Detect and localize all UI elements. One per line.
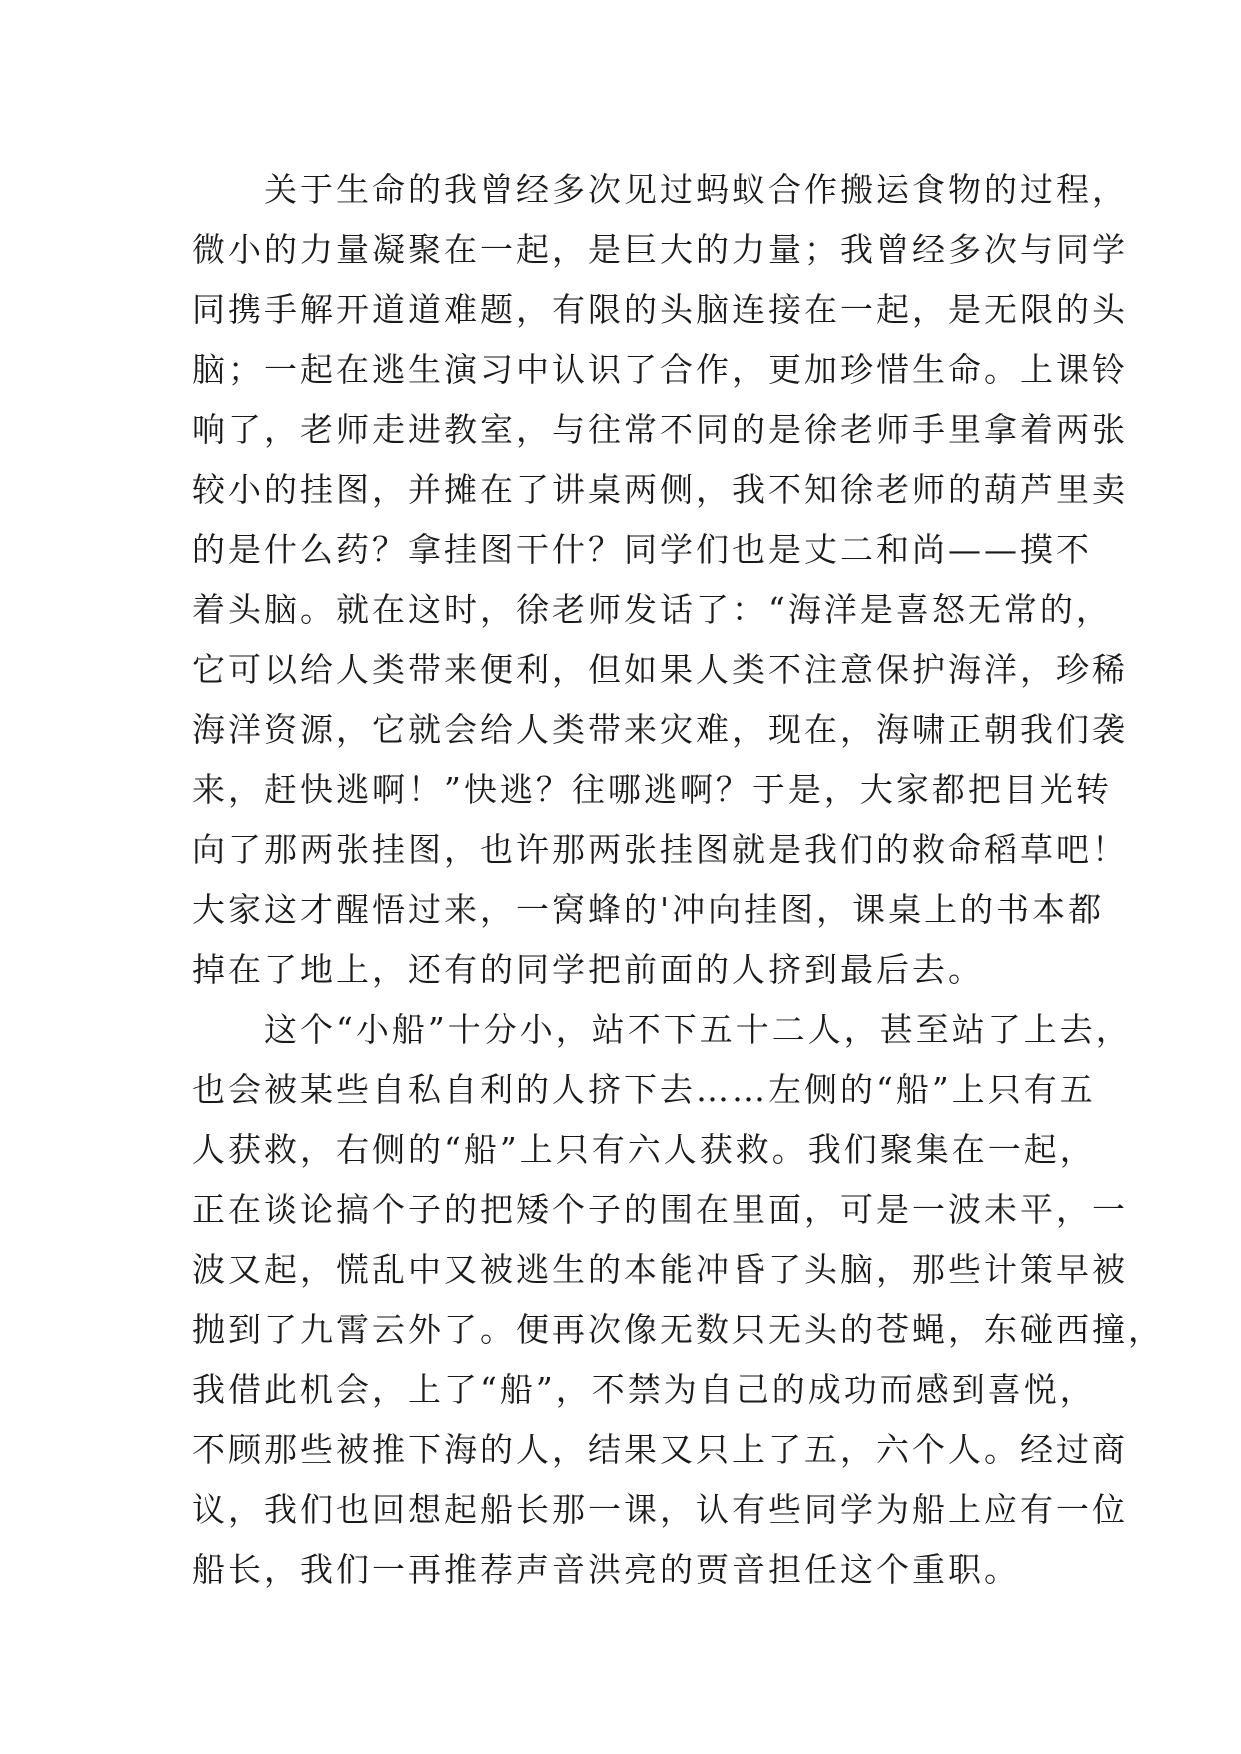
- text-line: 议，我们也回想起船长那一课，认有些同学为船上应有一位: [192, 1490, 1128, 1529]
- text-line: 这个“小船”十分小，站不下五十二人，甚至站了上去，: [192, 1010, 1132, 1049]
- text-line: 脑；一起在逃生演习中认识了合作，更加珍惜生命。上课铃: [192, 350, 1128, 389]
- text-line: 着头脑。就在这时，徐老师发话了：“海洋是喜怒无常的，: [192, 590, 1112, 629]
- text-line: 大家这才醒悟过来，一窝蜂的'冲向挂图，课桌上的书本都: [192, 890, 1105, 929]
- text-line: 微小的力量凝聚在一起，是巨大的力量；我曾经多次与同学: [192, 230, 1128, 269]
- text-line: 较小的挂图，并摊在了讲桌两侧，我不知徐老师的葫芦里卖: [192, 470, 1128, 509]
- paragraph-2: [192, 1000, 1164, 1600]
- text-line: 波又起，慌乱中又被逃生的本能冲昏了头脑，那些计策早被: [192, 1250, 1128, 1289]
- text-line: 不顾那些被推下海的人，结果又只上了五，六个人。经过商: [192, 1430, 1128, 1469]
- text-line: 它可以给人类带来便利，但如果人类不注意保护海洋，珍稀: [192, 650, 1128, 689]
- text-line: 关于生命的我曾经多次见过蚂蚁合作搬运食物的过程，: [192, 170, 1128, 209]
- text-line: 向了那两张挂图，也许那两张挂图就是我们的救命稻草吧！: [192, 830, 1128, 869]
- text-line: 抛到了九霄云外了。便再次像无数只无头的苍蝇，东碰西撞，: [192, 1310, 1164, 1349]
- text-line: 人获救，右侧的“船”上只有六人获救。我们聚集在一起，: [192, 1130, 1096, 1169]
- document-body: [192, 160, 1164, 1600]
- text-line: 海洋资源，它就会给人类带来灾难，现在，海啸正朝我们袭: [192, 710, 1128, 749]
- text-line: 正在谈论搞个子的把矮个子的围在里面，可是一波未平，一: [192, 1190, 1128, 1229]
- paragraph-1: [192, 160, 1128, 1000]
- text-line: 响了，老师走进教室，与往常不同的是徐老师手里拿着两张: [192, 410, 1128, 449]
- text-line: 船长，我们一再推荐声音洪亮的贾音担任这个重职。: [192, 1550, 1020, 1589]
- text-line: 来，赶快逃啊！”快逃？往哪逃啊？于是，大家都把目光转: [192, 770, 1112, 809]
- text-line: 掉在了地上，还有的同学把前面的人挤到最后去。: [192, 950, 984, 989]
- text-line: 同携手解开道道难题，有限的头脑连接在一起，是无限的头: [192, 290, 1128, 329]
- text-line: 也会被某些自私自利的人挤下去……左侧的“船”上只有五: [192, 1070, 1096, 1109]
- text-line: 的是什么药？拿挂图干什？同学们也是丈二和尚——摸不: [192, 530, 1092, 569]
- text-line: 我借此机会，上了“船”，不禁为自己的成功而感到喜悦，: [192, 1370, 1096, 1409]
